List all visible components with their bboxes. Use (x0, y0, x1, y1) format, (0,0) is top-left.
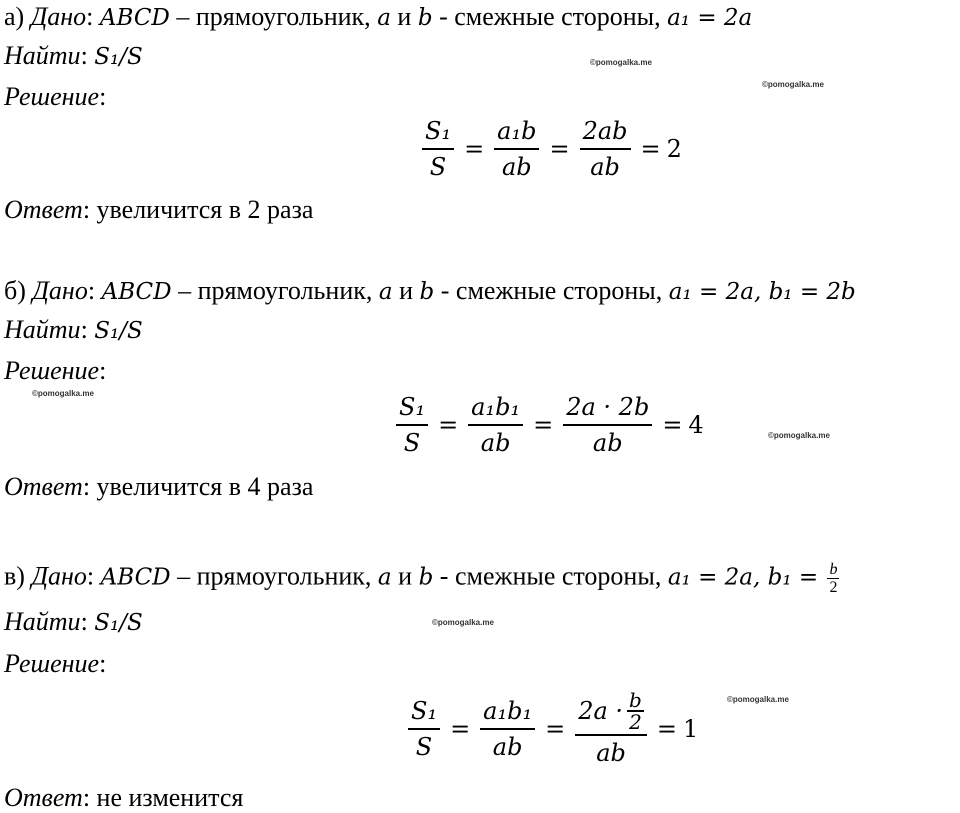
inner-numerator: b (629, 688, 642, 712)
and-text: и (390, 2, 418, 31)
fraction-numerator: a₁b₁ (468, 392, 523, 426)
fraction-numerator (575, 690, 647, 736)
side-b: b (419, 279, 435, 305)
watermark: ©pomogalka.me (727, 695, 789, 704)
solution-line-b: Решение: (4, 356, 107, 385)
given-line-b: б) Дано: ABCD – прямоугольник, a и b - смежные стороны, a₁ = 2a, b₁ = 2b (4, 276, 856, 305)
find-line-b: Найти: S₁/S (4, 315, 143, 344)
given-condition: a₁ = 2a, b₁ = 2b (668, 279, 856, 305)
equals-sign: = (640, 135, 661, 163)
fraction-2 (494, 116, 539, 182)
answer-line-b: Ответ: увеличится в 4 раза (4, 472, 314, 501)
fraction-denominator: S (403, 429, 421, 457)
fraction-denominator: ab (590, 153, 620, 181)
part-marker: а) (4, 2, 25, 31)
side-a: a (377, 5, 391, 31)
fraction-lhs (422, 116, 454, 182)
adjacent-text: - смежные стороны, (432, 2, 668, 31)
side-b: b (417, 5, 433, 31)
fraction-numerator: a₁b₁ (480, 696, 535, 730)
solution-label: Решение (4, 356, 100, 385)
fraction-3 (563, 392, 652, 458)
answer-line-a: Ответ: увеличится в 2 раза (4, 195, 314, 224)
fraction-denominator: S (415, 733, 433, 761)
adjacent-text: - смежные стороны, (434, 276, 669, 305)
watermark: ©pomogalka.me (32, 389, 94, 398)
answer-label: Ответ (4, 472, 83, 501)
equals-sign: = (662, 411, 683, 439)
figure-name: ABCD (101, 279, 172, 305)
fraction-2 (480, 696, 535, 762)
and-text: и (391, 561, 419, 591)
answer-text: увеличится в 4 раза (96, 472, 314, 501)
rect-text: – прямоугольник, (169, 2, 378, 31)
inner-denominator: 2 (629, 710, 642, 734)
figure-name: ABCD (100, 564, 171, 591)
solution-label: Решение (4, 649, 100, 678)
fraction-denominator: ab (596, 739, 626, 767)
equals-sign: = (549, 135, 570, 163)
equation-b (392, 392, 704, 458)
side-a: a (377, 564, 392, 591)
given-condition: a₁ = 2a (667, 5, 753, 31)
given-label: Дано (31, 561, 87, 591)
fraction-numerator: a₁b (494, 116, 539, 150)
find-line-a: Найти: S₁/S (4, 41, 143, 70)
fraction-numerator: S₁ (396, 392, 428, 426)
find-label: Найти (4, 607, 81, 636)
given-condition: a₁ = 2a, b₁ = (667, 564, 826, 591)
figure-name: ABCD (99, 5, 170, 31)
equals-sign: = (656, 715, 677, 743)
given-label: Дано (30, 2, 87, 31)
find-label: Найти (4, 315, 81, 344)
fraction-numerator: S₁ (422, 116, 454, 150)
solution-line-c: Решение: (4, 649, 107, 678)
part-marker: б) (4, 276, 26, 305)
rect-text: – прямоугольник, (170, 561, 378, 591)
find-expression: S₁/S (94, 610, 143, 636)
watermark: ©pomogalka.me (590, 58, 652, 67)
side-a: a (378, 279, 393, 305)
fraction-3 (580, 116, 631, 182)
fraction-numerator: 2ab (580, 116, 631, 150)
find-line-c: Найти: S₁/S (4, 607, 143, 636)
answer-text: увеличится в 2 раза (96, 195, 314, 224)
equals-sign: = (438, 411, 459, 439)
fraction-denominator: ab (492, 733, 523, 761)
answer-label: Ответ (4, 195, 83, 224)
given-fraction (827, 561, 839, 596)
side-b: b (418, 564, 434, 591)
solution-line-a: Решение: (4, 82, 107, 111)
adjacent-text: - смежные стороны, (433, 561, 668, 591)
fraction-lhs (396, 392, 428, 458)
answer-text: не изменится (96, 783, 244, 812)
find-expression: S₁/S (94, 318, 143, 344)
fraction-numerator: b (829, 561, 838, 578)
given-line-c: в) Дано: ABCD – прямоугольник, a и b - смежные стороны, a₁ = 2a, b₁ = $\frac{b}{2}$ (4, 561, 838, 596)
inner-fraction (627, 690, 644, 732)
equals-sign: = (545, 715, 566, 743)
watermark: ©pomogalka.me (768, 431, 830, 440)
fraction-lhs (408, 696, 440, 762)
watermark: ©pomogalka.me (762, 80, 824, 89)
equals-sign: = (533, 411, 554, 439)
part-marker: в) (4, 561, 25, 591)
answer-line-c: Ответ: не изменится (4, 783, 244, 812)
rect-text: – прямоугольник, (171, 276, 379, 305)
equation-result: 4 (688, 411, 704, 439)
fraction-denominator: ab (501, 153, 532, 181)
equals-sign: = (464, 135, 485, 163)
given-line-a: а) Дано: ABCD – прямоугольник, a и b - смежные стороны, a₁ = 2a (4, 2, 753, 31)
equals-sign: = (450, 715, 471, 743)
fraction-numerator: S₁ (408, 696, 440, 730)
watermark: ©pomogalka.me (432, 618, 494, 627)
equation-c (404, 690, 698, 768)
given-label: Дано (32, 276, 88, 305)
solution-label: Решение (4, 82, 100, 111)
fraction-denominator: ab (592, 429, 623, 457)
fraction-denominator: S (429, 153, 447, 181)
numerator-prefix: 2a · (578, 697, 624, 725)
equation-result: 2 (666, 135, 682, 163)
fraction-numerator: 2a · 2b (563, 392, 652, 426)
fraction-2 (468, 392, 523, 458)
fraction-denominator: ab (480, 429, 511, 457)
equation-a (418, 116, 682, 182)
find-expression: S₁/S (94, 44, 143, 70)
equation-result: 1 (682, 715, 699, 743)
find-label: Найти (4, 41, 81, 70)
fraction-denominator: 2 (829, 579, 838, 596)
fraction-3 (575, 690, 647, 768)
answer-label: Ответ (4, 783, 83, 812)
and-text: и (392, 276, 420, 305)
